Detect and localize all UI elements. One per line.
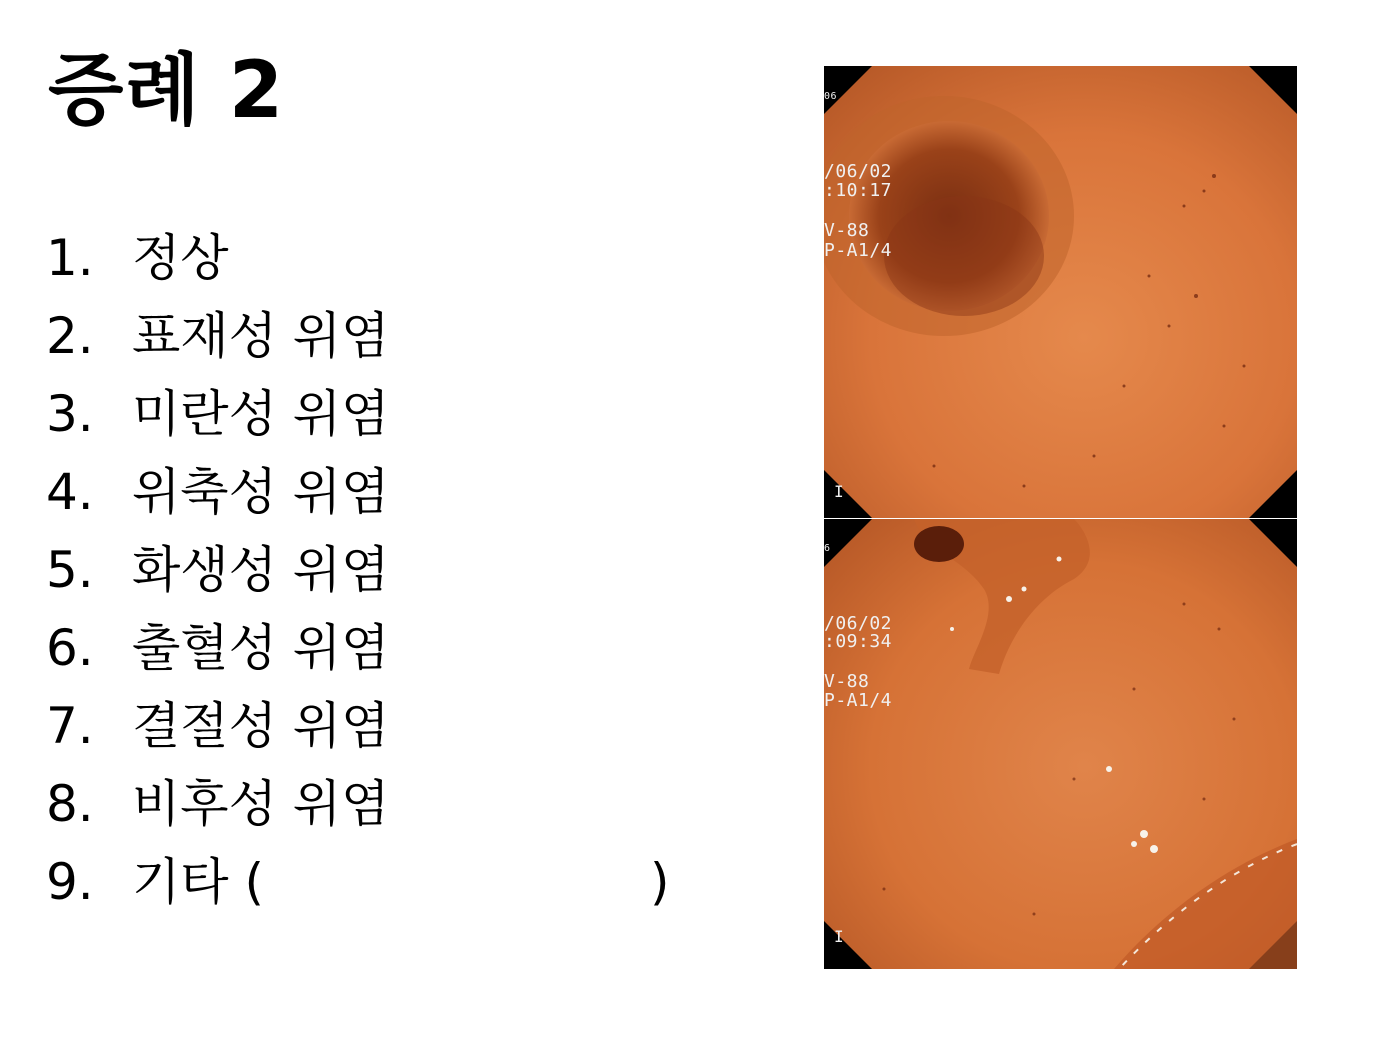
endoscopy-image-bottom	[824, 519, 1297, 969]
overlay-time: :10:17	[824, 180, 893, 201]
option-number: 7.	[46, 697, 94, 755]
overlay-scope-model: V-88	[824, 220, 870, 241]
overlay-date: /06/02	[824, 613, 893, 634]
overlay-corner-code: 6	[824, 543, 831, 554]
overlay-setting: P-A1/4	[824, 240, 893, 261]
option-label: 위축성 위염	[132, 463, 390, 521]
overlay-marker: I	[834, 482, 845, 501]
overlay-corner-code: 06	[824, 91, 838, 102]
overlay-time: :09:34	[824, 631, 893, 652]
option-label: 표재성 위염	[132, 307, 390, 365]
slide-title: 증례 2	[48, 46, 285, 136]
endoscopy-photo-bottom	[824, 519, 1297, 969]
option-number: 2.	[46, 307, 94, 365]
option-number: 6.	[46, 619, 94, 677]
overlay-marker: I	[834, 927, 845, 946]
endoscopy-image-top	[824, 66, 1297, 518]
endoscopy-photo-top	[824, 66, 1297, 518]
option-label: 정상	[132, 229, 229, 287]
option-number: 9.	[46, 853, 94, 911]
overlay-setting: P-A1/4	[824, 690, 893, 711]
option-label: 출혈성 위염	[132, 619, 390, 677]
option-label: 미란성 위염	[132, 385, 390, 443]
option-number: 8.	[46, 775, 94, 833]
overlay-date: /06/02	[824, 161, 893, 182]
option-label: 비후성 위염	[132, 775, 390, 833]
option-number: 1.	[46, 229, 94, 287]
option-number: 4.	[46, 463, 94, 521]
option-label: 결절성 위염	[132, 697, 390, 755]
overlay-scope-model: V-88	[824, 671, 870, 692]
option-label: 기타 (	[132, 853, 265, 911]
option-number: 5.	[46, 541, 94, 599]
option-label: 화생성 위염	[132, 541, 390, 599]
option-close-paren: )	[650, 853, 670, 911]
option-number: 3.	[46, 385, 94, 443]
